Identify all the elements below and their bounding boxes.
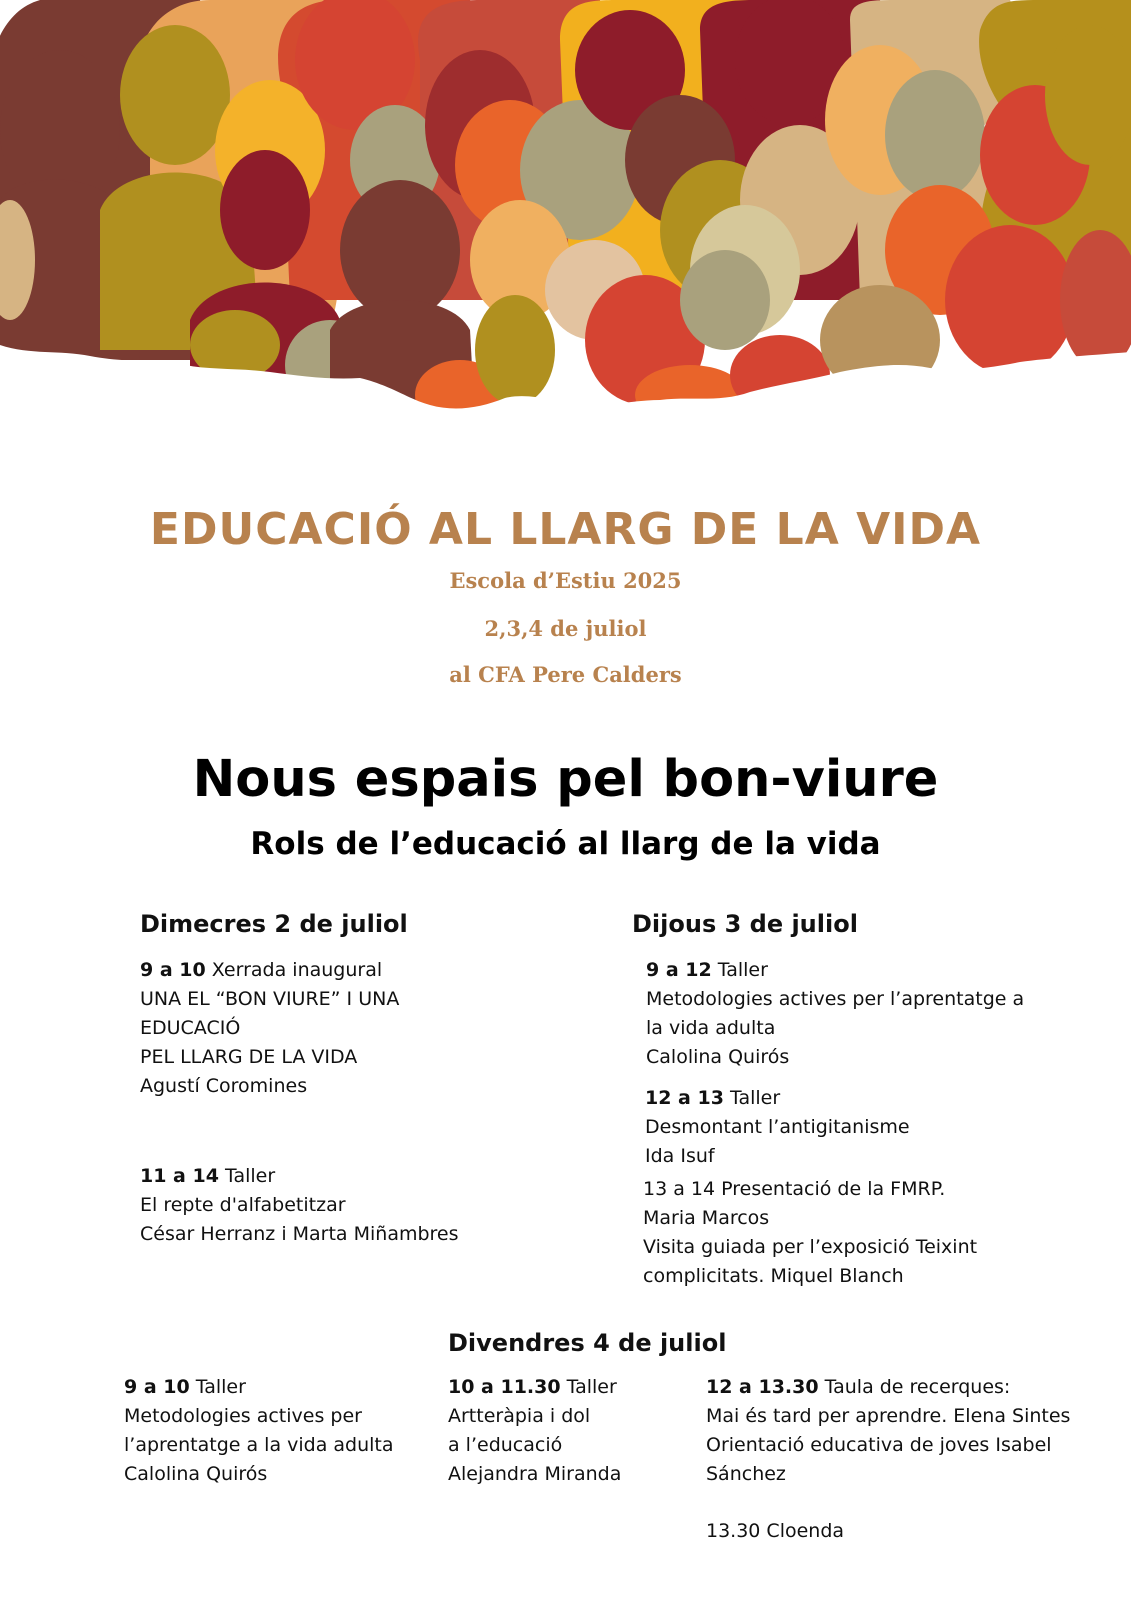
day-heading-thursday: Dijous 3 de juliol xyxy=(632,910,858,938)
day-heading-wednesday: Dimecres 2 de juliol xyxy=(140,910,408,938)
school-name: Escola d’Estiu 2025 xyxy=(449,568,682,593)
session-line: Metodologies actives per l’aprentatge a xyxy=(646,988,1025,1010)
session-fri-2 xyxy=(448,1373,621,1489)
session-type: Taller xyxy=(224,1165,276,1187)
session-speaker: Ida Isuf xyxy=(645,1145,715,1167)
session-type: Taller xyxy=(195,1376,246,1398)
session-time: 12 a 13.30 xyxy=(706,1376,819,1398)
session-thu-3 xyxy=(643,1175,977,1291)
session-fri-1 xyxy=(124,1373,394,1489)
session-line: complicitats. Miquel Blanch xyxy=(643,1265,904,1287)
session-time: 9 a 12 xyxy=(646,959,712,981)
session-wed-2 xyxy=(140,1162,459,1249)
subheadline: Rols de l’educació al llarg de la vida xyxy=(250,826,881,862)
headline: Nous espais pel bon-viure xyxy=(192,750,939,809)
session-line: Artteràpia i dol xyxy=(448,1405,591,1427)
session-line: PEL LLARG DE LA VIDA xyxy=(140,1046,358,1068)
session-line: Desmontant l’antigitanisme xyxy=(645,1116,910,1138)
session-type: Taller xyxy=(717,959,768,981)
session-line: EDUCACIÓ xyxy=(140,1017,241,1039)
session-speaker: Alejandra Miranda xyxy=(448,1463,622,1485)
session-line: Sánchez xyxy=(706,1463,786,1485)
session-speaker: Calolina Quirós xyxy=(124,1463,268,1485)
session-type: Taller xyxy=(729,1087,781,1109)
session-time: 10 a 11.30 xyxy=(448,1376,561,1398)
session-speaker: César Herranz i Marta Miñambres xyxy=(140,1223,459,1245)
session-line: a l’educació xyxy=(448,1434,563,1456)
session-line: la vida adulta xyxy=(646,1017,776,1039)
session-type: Xerrada inaugural xyxy=(211,959,383,981)
session-speaker: Calolina Quirós xyxy=(646,1046,790,1068)
session-time: 11 a 14 xyxy=(140,1165,219,1187)
event-location: al CFA Pere Calders xyxy=(449,662,682,687)
session-type: Taula de recerques: xyxy=(824,1376,1011,1398)
event-dates: 2,3,4 de juliol xyxy=(484,616,647,641)
session-line: Visita guiada per l’exposició Teixint xyxy=(643,1236,978,1258)
session-thu-2 xyxy=(645,1084,910,1171)
session-line: El repte d'alfabetitzar xyxy=(140,1194,346,1216)
session-thu-1 xyxy=(646,956,1024,1072)
session-line: 13 a 14 Presentació de la FMRP. xyxy=(643,1178,946,1200)
session-wed-1 xyxy=(140,956,399,1101)
session-line: Maria Marcos xyxy=(643,1207,770,1229)
session-line: UNA EL “BON VIURE” I UNA xyxy=(140,988,400,1010)
session-time: 12 a 13 xyxy=(645,1087,724,1109)
session-time: 9 a 10 xyxy=(124,1376,190,1398)
closing-session: 13.30 Cloenda xyxy=(706,1520,845,1542)
day-heading-friday: Divendres 4 de juliol xyxy=(448,1329,727,1357)
event-title: EDUCACIÓ AL LLARG DE LA VIDA xyxy=(149,504,982,555)
session-speaker: Agustí Coromines xyxy=(140,1075,308,1097)
people-silhouettes-banner xyxy=(0,0,1131,460)
session-line: l’aprentatge a la vida adulta xyxy=(124,1434,394,1456)
session-line: Orientació educativa de joves Isabel xyxy=(706,1434,1052,1456)
session-fri-3 xyxy=(706,1373,1070,1489)
session-line: Metodologies actives per xyxy=(124,1405,362,1427)
session-line: Mai és tard per aprendre. Elena Sintes xyxy=(706,1405,1071,1427)
session-time: 9 a 10 xyxy=(140,959,206,981)
session-type: Taller xyxy=(566,1376,617,1398)
